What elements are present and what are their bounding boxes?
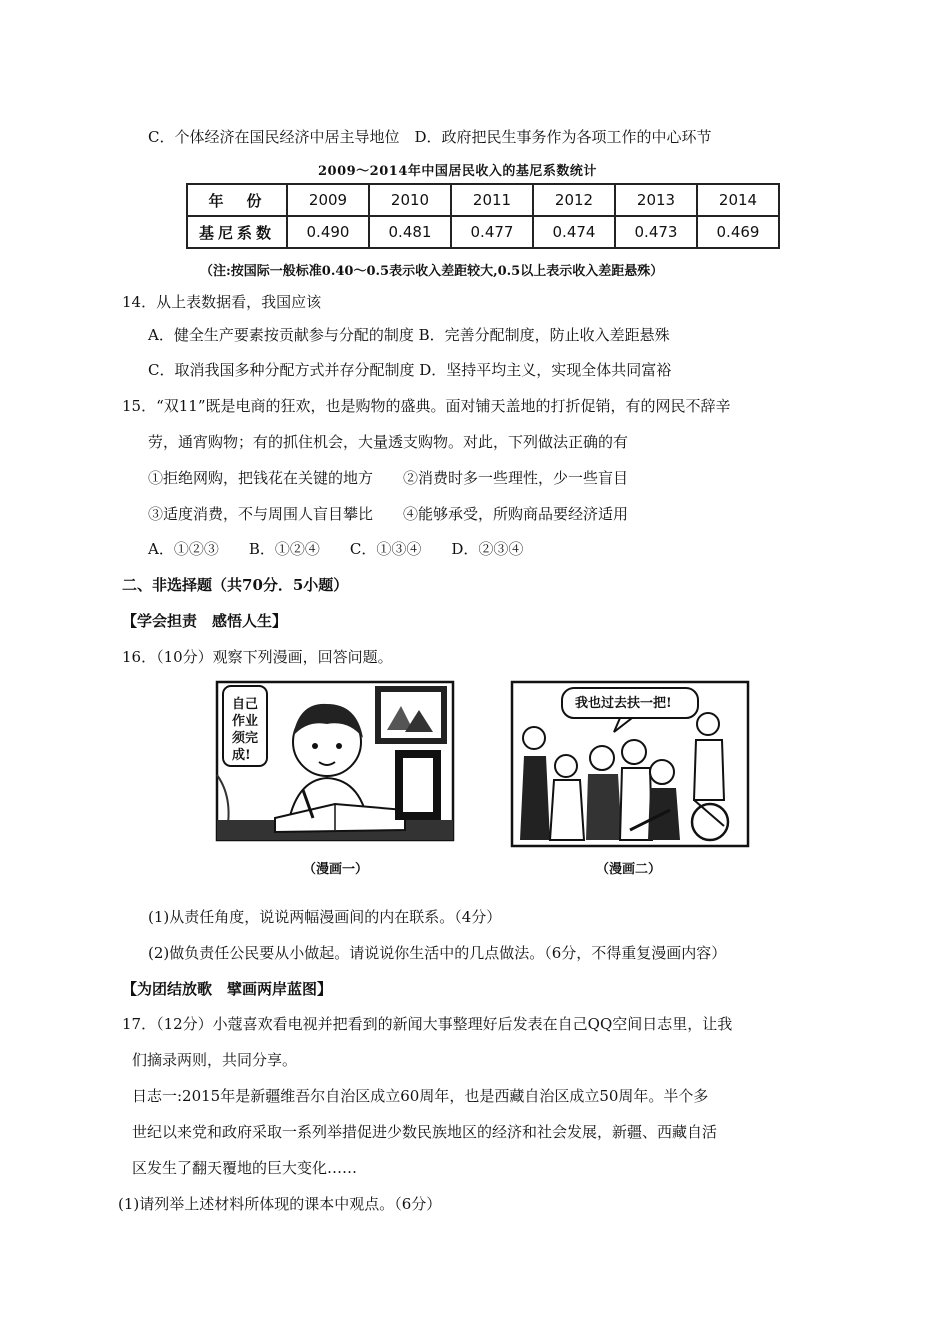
q17-log-line1: 日志一:2015年是新疆维吾尔自治区成立60周年，也是西藏自治区成立50周年。半个多 [132,1087,709,1105]
header-year-label: 年 份 [187,184,287,216]
year-cell: 2009 [287,184,369,216]
year-cell: 2013 [615,184,697,216]
q17-stem-line1: 17．（12分）小蔻喜欢看电视并把看到的新闻大事整理好后发表在自己QQ空间日志里，让我 [122,1015,733,1033]
q15-stem-line1: 15．“双11”既是电商的狂欢，也是购物的盛典。面对铺天盖地的打折促销，有的网民不辞辛 [122,397,731,415]
cartoon-one-bubble-line: 须完 [232,731,259,746]
q14-options-cd: C．取消我国多种分配方式并存分配制度 D．坚持平均主义，实现全体共同富裕 [148,361,672,379]
year-cell: 2010 [369,184,451,216]
q15-stem-line2: 劳，通宵购物；有的抓住机会，大量透支购物。对此，下列做法正确的有 [148,433,629,451]
cartoon-two-caption: （漫画二） [596,862,662,877]
year-cell: 2011 [451,184,533,216]
gini-value-cell: 0.477 [451,216,533,248]
q13-options-cd: C．个体经济在国民经济中居主导地位 D．政府把民生事务作为各项工作的中心环节 [148,128,712,146]
theme-heading-2: 【为团结放歌 擘画两岸蓝图】 [122,980,333,998]
cartoon-one-bubble-line: 成! [232,748,251,763]
cartoon-one-caption: （漫画一） [303,862,369,877]
q16-part1: (1)从责任角度，说说两幅漫画间的内在联系。（4分） [148,908,502,926]
year-cell: 2014 [697,184,779,216]
gini-value-cell: 0.473 [615,216,697,248]
theme-heading-1: 【学会担责 感悟人生】 [122,612,288,630]
q16-part2: (2)做负责任公民要从小做起。请说说你生活中的几点做法。（6分，不得重复漫画内容） [148,944,727,962]
cartoon-one-bubble-line: 自己 [232,697,259,712]
q17-log-line2: 世纪以来党和政府采取一系列举措促进少数民族地区的经济和社会发展，新疆、西藏自活 [132,1123,718,1141]
q15-choices: A．①②③ B．①②④ C．①③④ D．②③④ [148,540,524,558]
q17-log-line3: 区发生了翻天覆地的巨大变化…… [132,1159,358,1177]
section-heading: 二、非选择题（共70分．5小题） [122,576,349,594]
table-row-years [187,184,779,216]
q14-options-ab: A．健全生产要素按贡献参与分配的制度 B．完善分配制度，防止收入差距悬殊 [148,326,670,344]
year-cell: 2012 [533,184,615,216]
table-note: （注:按国际一般标准0.40～0.5表示收入差距较大,0.5以上表示收入差距悬殊） [200,264,664,279]
gini-value-cell: 0.469 [697,216,779,248]
row-gini-label: 基尼系数 [187,216,287,248]
gini-value-cell: 0.481 [369,216,451,248]
cartoon-two-bubble: 我也过去扶一把! [575,696,672,711]
gini-value-cell: 0.474 [533,216,615,248]
q14-stem: 14．从上表数据看，我国应该 [122,293,322,311]
q17-stem-line2: 们摘录两则，共同分享。 [132,1051,298,1069]
gini-table [186,183,780,249]
table-caption: 2009～2014年中国居民收入的基尼系数统计 [318,164,597,179]
q15-options-34: ③适度消费，不与周围人盲目攀比 ④能够承受，所购商品要经济适用 [148,505,629,523]
table-row-gini [187,216,779,248]
q15-options-12: ①拒绝网购，把钱花在关键的地方 ②消费时多一些理性，少一些盲目 [148,469,629,487]
q16-stem: 16．（10分）观察下列漫画，回答问题。 [122,648,393,666]
gini-value-cell: 0.490 [287,216,369,248]
q17-part1: (1)请列举上述材料所体现的课本中观点。（6分） [118,1195,442,1213]
cartoon-one-bubble-line: 作业 [232,714,259,729]
